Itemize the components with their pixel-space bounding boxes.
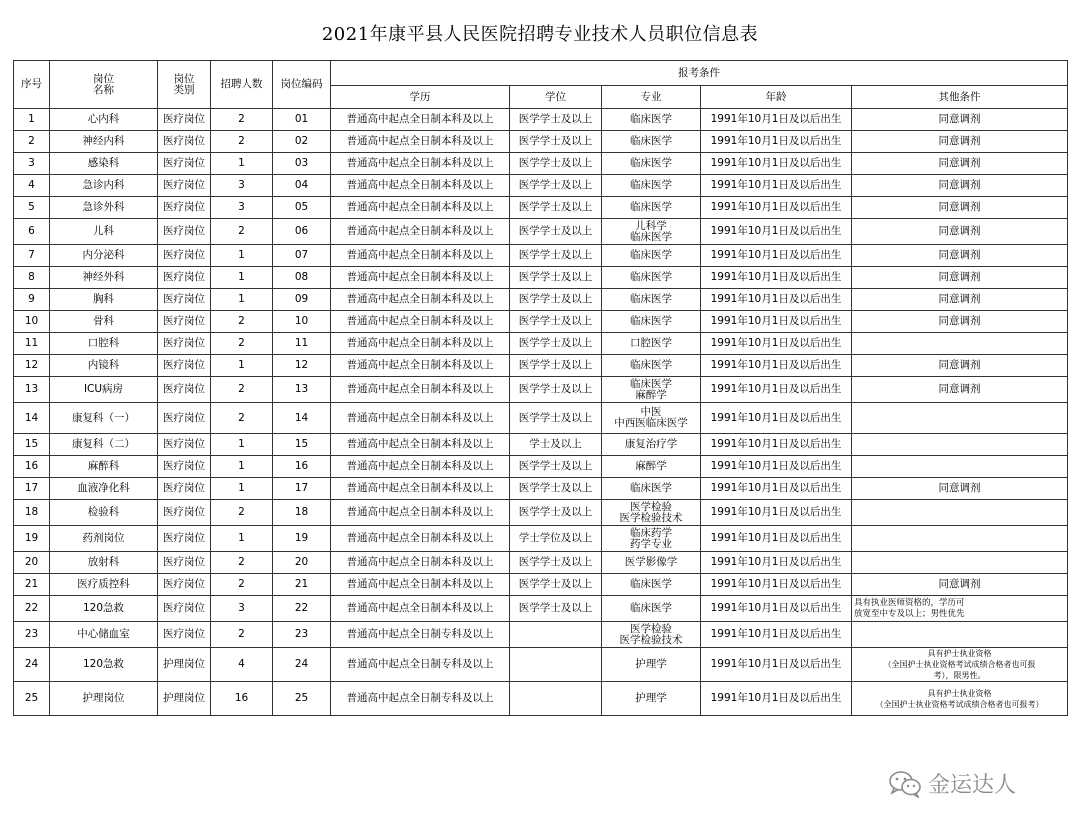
cell-degree: 医学学士及以上 [510, 131, 602, 153]
cell-seq: 17 [14, 478, 50, 500]
cell-age: 1991年10月1日及以后出生 [701, 153, 852, 175]
table-row [14, 131, 1068, 153]
cell-position-category: 医疗岗位 [158, 311, 211, 333]
cell-major: 临床医学 [602, 267, 701, 289]
cell-position-name: 120急救 [50, 648, 158, 682]
cell-age: 1991年10月1日及以后出生 [701, 175, 852, 197]
table-row [14, 333, 1068, 355]
cell-other-conditions: 同意调剂 [852, 197, 1068, 219]
cell-position-name: 120急救 [50, 596, 158, 622]
cell-seq: 15 [14, 434, 50, 456]
cell-position-code: 17 [273, 478, 331, 500]
table-row [14, 596, 1068, 622]
cell-education: 普通高中起点全日制本科及以上 [331, 456, 510, 478]
cell-position-name: 急诊内科 [50, 175, 158, 197]
cell-age: 1991年10月1日及以后出生 [701, 219, 852, 245]
cell-degree: 医学学士及以上 [510, 552, 602, 574]
cell-other-conditions [852, 552, 1068, 574]
cell-other-conditions: 同意调剂 [852, 131, 1068, 153]
wechat-icon [888, 770, 922, 798]
cell-position-category: 医疗岗位 [158, 197, 211, 219]
cell-education: 普通高中起点全日制本科及以上 [331, 153, 510, 175]
cell-age: 1991年10月1日及以后出生 [701, 552, 852, 574]
cell-position-name: 儿科 [50, 219, 158, 245]
cell-age: 1991年10月1日及以后出生 [701, 131, 852, 153]
table-row [14, 153, 1068, 175]
cell-education: 普通高中起点全日制本科及以上 [331, 175, 510, 197]
cell-degree: 医学学士及以上 [510, 311, 602, 333]
cell-seq: 8 [14, 267, 50, 289]
table-row [14, 109, 1068, 131]
cell-position-code: 11 [273, 333, 331, 355]
cell-recruit-count: 3 [211, 596, 273, 622]
cell-education: 普通高中起点全日制本科及以上 [331, 377, 510, 403]
header-conditions: 报考条件 [331, 61, 1068, 86]
cell-other-conditions [852, 526, 1068, 552]
cell-major: 麻醉学 [602, 456, 701, 478]
cell-position-category: 医疗岗位 [158, 153, 211, 175]
cell-other-conditions: 同意调剂 [852, 289, 1068, 311]
cell-age: 1991年10月1日及以后出生 [701, 289, 852, 311]
header-education: 学历 [331, 86, 510, 109]
cell-seq: 5 [14, 197, 50, 219]
cell-degree: 医学学士及以上 [510, 596, 602, 622]
cell-position-name: 医疗质控科 [50, 574, 158, 596]
cell-age: 1991年10月1日及以后出生 [701, 377, 852, 403]
cell-seq: 24 [14, 648, 50, 682]
cell-position-code: 01 [273, 109, 331, 131]
cell-position-category: 医疗岗位 [158, 552, 211, 574]
cell-position-category: 医疗岗位 [158, 434, 211, 456]
cell-recruit-count: 2 [211, 622, 273, 648]
cell-degree [510, 682, 602, 716]
cell-other-conditions: 同意调剂 [852, 153, 1068, 175]
cell-degree: 医学学士及以上 [510, 245, 602, 267]
cell-degree: 医学学士及以上 [510, 175, 602, 197]
cell-position-name: 胸科 [50, 289, 158, 311]
cell-other-conditions: 同意调剂 [852, 267, 1068, 289]
table-row [14, 311, 1068, 333]
cell-education: 普通高中起点全日制本科及以上 [331, 267, 510, 289]
cell-education: 普通高中起点全日制本科及以上 [331, 333, 510, 355]
cell-degree: 医学学士及以上 [510, 478, 602, 500]
cell-seq: 22 [14, 596, 50, 622]
cell-recruit-count: 1 [211, 267, 273, 289]
cell-major: 临床医学 [602, 131, 701, 153]
cell-position-name: 骨科 [50, 311, 158, 333]
cell-major: 临床医学 [602, 311, 701, 333]
cell-other-conditions [852, 333, 1068, 355]
cell-education: 普通高中起点全日制本科及以上 [331, 311, 510, 333]
cell-seq: 19 [14, 526, 50, 552]
cell-age: 1991年10月1日及以后出生 [701, 434, 852, 456]
cell-position-category: 医疗岗位 [158, 289, 211, 311]
cell-position-code: 05 [273, 197, 331, 219]
cell-position-code: 10 [273, 311, 331, 333]
cell-position-code: 14 [273, 403, 331, 434]
cell-position-name: 内镜科 [50, 355, 158, 377]
cell-position-category: 医疗岗位 [158, 245, 211, 267]
cell-major: 临床医学 [602, 596, 701, 622]
cell-position-code: 08 [273, 267, 331, 289]
cell-position-code: 16 [273, 456, 331, 478]
cell-position-code: 24 [273, 648, 331, 682]
cell-age: 1991年10月1日及以后出生 [701, 355, 852, 377]
cell-education: 普通高中起点全日制本科及以上 [331, 245, 510, 267]
cell-seq: 1 [14, 109, 50, 131]
cell-other-conditions [852, 434, 1068, 456]
cell-major: 临床医学 [602, 175, 701, 197]
table-row [14, 219, 1068, 245]
table-row [14, 267, 1068, 289]
cell-position-category: 医疗岗位 [158, 355, 211, 377]
cell-other-conditions [852, 500, 1068, 526]
cell-seq: 16 [14, 456, 50, 478]
cell-major: 护理学 [602, 682, 701, 716]
cell-age: 1991年10月1日及以后出生 [701, 478, 852, 500]
cell-position-name: 神经内科 [50, 131, 158, 153]
cell-age: 1991年10月1日及以后出生 [701, 648, 852, 682]
cell-recruit-count: 3 [211, 175, 273, 197]
cell-other-conditions: 同意调剂 [852, 574, 1068, 596]
cell-recruit-count: 2 [211, 311, 273, 333]
cell-position-category: 医疗岗位 [158, 574, 211, 596]
table-row [14, 574, 1068, 596]
cell-position-name: 放射科 [50, 552, 158, 574]
cell-major: 医学影像学 [602, 552, 701, 574]
cell-other-conditions: 同意调剂 [852, 311, 1068, 333]
cell-position-category: 医疗岗位 [158, 333, 211, 355]
cell-education: 普通高中起点全日制本科及以上 [331, 500, 510, 526]
cell-education: 普通高中起点全日制本科及以上 [331, 289, 510, 311]
cell-age: 1991年10月1日及以后出生 [701, 500, 852, 526]
cell-seq: 3 [14, 153, 50, 175]
cell-degree: 医学学士及以上 [510, 333, 602, 355]
cell-degree: 医学学士及以上 [510, 219, 602, 245]
cell-position-name: 心内科 [50, 109, 158, 131]
cell-degree: 医学学士及以上 [510, 574, 602, 596]
cell-position-code: 21 [273, 574, 331, 596]
cell-position-name: 药剂岗位 [50, 526, 158, 552]
cell-other-conditions: 同意调剂 [852, 478, 1068, 500]
cell-position-code: 06 [273, 219, 331, 245]
cell-major: 临床医学 [602, 153, 701, 175]
cell-degree: 医学学士及以上 [510, 377, 602, 403]
cell-seq: 23 [14, 622, 50, 648]
cell-age: 1991年10月1日及以后出生 [701, 109, 852, 131]
cell-major: 中医 中西医临床医学 [602, 403, 701, 434]
cell-position-code: 07 [273, 245, 331, 267]
cell-seq: 13 [14, 377, 50, 403]
cell-position-category: 医疗岗位 [158, 267, 211, 289]
cell-education: 普通高中起点全日制专科及以上 [331, 682, 510, 716]
table-row [14, 175, 1068, 197]
cell-major: 护理学 [602, 648, 701, 682]
cell-education: 普通高中起点全日制本科及以上 [331, 596, 510, 622]
header-seq: 序号 [14, 61, 50, 109]
cell-degree: 医学学士及以上 [510, 267, 602, 289]
cell-position-code: 04 [273, 175, 331, 197]
cell-age: 1991年10月1日及以后出生 [701, 682, 852, 716]
cell-other-conditions: 具有护士执业资格 （全国护士执业资格考试成绩合格者也可报考） [852, 682, 1068, 716]
cell-other-conditions: 同意调剂 [852, 219, 1068, 245]
cell-major: 康复治疗学 [602, 434, 701, 456]
cell-education: 普通高中起点全日制本科及以上 [331, 355, 510, 377]
table-row [14, 500, 1068, 526]
cell-other-conditions: 同意调剂 [852, 355, 1068, 377]
cell-major: 临床医学 [602, 478, 701, 500]
cell-position-code: 02 [273, 131, 331, 153]
cell-seq: 18 [14, 500, 50, 526]
cell-major: 临床医学 麻醉学 [602, 377, 701, 403]
cell-education: 普通高中起点全日制本科及以上 [331, 552, 510, 574]
cell-position-name: ICU病房 [50, 377, 158, 403]
table-body [14, 109, 1068, 716]
table-row [14, 648, 1068, 682]
cell-position-name: 康复科（二） [50, 434, 158, 456]
cell-recruit-count: 2 [211, 574, 273, 596]
cell-other-conditions: 同意调剂 [852, 377, 1068, 403]
header-position-category: 岗位 类别 [158, 61, 211, 109]
cell-position-category: 医疗岗位 [158, 403, 211, 434]
cell-degree: 医学学士及以上 [510, 197, 602, 219]
cell-education: 普通高中起点全日制本科及以上 [331, 109, 510, 131]
cell-recruit-count: 1 [211, 456, 273, 478]
cell-position-name: 口腔科 [50, 333, 158, 355]
cell-recruit-count: 2 [211, 109, 273, 131]
cell-education: 普通高中起点全日制专科及以上 [331, 622, 510, 648]
cell-position-category: 护理岗位 [158, 682, 211, 716]
cell-position-category: 医疗岗位 [158, 131, 211, 153]
cell-degree: 医学学士及以上 [510, 355, 602, 377]
cell-position-code: 25 [273, 682, 331, 716]
watermark-text: 金运达人 [928, 773, 1017, 798]
cell-recruit-count: 2 [211, 333, 273, 355]
cell-major: 医学检验 医学检验技术 [602, 500, 701, 526]
cell-major: 临床医学 [602, 245, 701, 267]
cell-recruit-count: 1 [211, 355, 273, 377]
header-major: 专业 [602, 86, 701, 109]
table-row [14, 478, 1068, 500]
cell-seq: 11 [14, 333, 50, 355]
cell-age: 1991年10月1日及以后出生 [701, 311, 852, 333]
cell-age: 1991年10月1日及以后出生 [701, 267, 852, 289]
cell-position-code: 20 [273, 552, 331, 574]
table-row [14, 456, 1068, 478]
header-other-conditions: 其他条件 [852, 86, 1068, 109]
cell-recruit-count: 2 [211, 552, 273, 574]
cell-other-conditions: 具有执业医师资格的，学历可 放宽至中专及以上；男性优先 [852, 596, 1068, 622]
header-position-code: 岗位编码 [273, 61, 331, 109]
table-row [14, 682, 1068, 716]
cell-position-name: 神经外科 [50, 267, 158, 289]
cell-major: 临床医学 [602, 355, 701, 377]
cell-other-conditions: 同意调剂 [852, 245, 1068, 267]
cell-major: 口腔医学 [602, 333, 701, 355]
cell-age: 1991年10月1日及以后出生 [701, 245, 852, 267]
cell-recruit-count: 2 [211, 377, 273, 403]
cell-education: 普通高中起点全日制本科及以上 [331, 403, 510, 434]
position-table [13, 60, 1068, 716]
cell-seq: 2 [14, 131, 50, 153]
cell-recruit-count: 1 [211, 153, 273, 175]
table-row [14, 552, 1068, 574]
cell-degree: 医学学士及以上 [510, 403, 602, 434]
cell-seq: 14 [14, 403, 50, 434]
cell-age: 1991年10月1日及以后出生 [701, 333, 852, 355]
cell-recruit-count: 1 [211, 434, 273, 456]
cell-age: 1991年10月1日及以后出生 [701, 622, 852, 648]
page-title: 2021年康平县人民医院招聘专业技术人员职位信息表 [321, 24, 759, 45]
cell-major: 儿科学 临床医学 [602, 219, 701, 245]
cell-position-code: 09 [273, 289, 331, 311]
cell-position-code: 23 [273, 622, 331, 648]
cell-degree: 医学学士及以上 [510, 109, 602, 131]
cell-age: 1991年10月1日及以后出生 [701, 197, 852, 219]
cell-seq: 25 [14, 682, 50, 716]
cell-degree: 学士学位及以上 [510, 526, 602, 552]
cell-other-conditions [852, 403, 1068, 434]
cell-position-name: 血液净化科 [50, 478, 158, 500]
cell-recruit-count: 4 [211, 648, 273, 682]
cell-seq: 12 [14, 355, 50, 377]
cell-position-name: 麻醉科 [50, 456, 158, 478]
cell-major: 临床医学 [602, 289, 701, 311]
table-row [14, 403, 1068, 434]
cell-education: 普通高中起点全日制本科及以上 [331, 131, 510, 153]
cell-position-category: 医疗岗位 [158, 377, 211, 403]
cell-position-category: 医疗岗位 [158, 526, 211, 552]
cell-age: 1991年10月1日及以后出生 [701, 403, 852, 434]
cell-degree: 医学学士及以上 [510, 153, 602, 175]
cell-major: 临床药学 药学专业 [602, 526, 701, 552]
cell-recruit-count: 3 [211, 197, 273, 219]
cell-position-code: 19 [273, 526, 331, 552]
cell-position-name: 康复科（一） [50, 403, 158, 434]
cell-position-name: 中心储血室 [50, 622, 158, 648]
cell-education: 普通高中起点全日制本科及以上 [331, 434, 510, 456]
cell-position-category: 医疗岗位 [158, 456, 211, 478]
table-row [14, 526, 1068, 552]
table-row [14, 622, 1068, 648]
cell-position-category: 医疗岗位 [158, 596, 211, 622]
cell-major: 临床医学 [602, 574, 701, 596]
cell-position-category: 医疗岗位 [158, 219, 211, 245]
cell-position-name: 内分泌科 [50, 245, 158, 267]
cell-major: 临床医学 [602, 197, 701, 219]
cell-major: 医学检验 医学检验技术 [602, 622, 701, 648]
cell-seq: 20 [14, 552, 50, 574]
cell-seq: 9 [14, 289, 50, 311]
cell-position-name: 检验科 [50, 500, 158, 526]
cell-other-conditions [852, 622, 1068, 648]
cell-position-name: 护理岗位 [50, 682, 158, 716]
cell-position-code: 13 [273, 377, 331, 403]
header-age: 年龄 [701, 86, 852, 109]
watermark [888, 768, 1016, 799]
table-row [14, 355, 1068, 377]
cell-seq: 6 [14, 219, 50, 245]
cell-degree: 医学学士及以上 [510, 289, 602, 311]
header-position-name: 岗位 名称 [50, 61, 158, 109]
cell-education: 普通高中起点全日制本科及以上 [331, 526, 510, 552]
cell-position-category: 医疗岗位 [158, 175, 211, 197]
cell-recruit-count: 2 [211, 219, 273, 245]
table-row [14, 434, 1068, 456]
table-row [14, 245, 1068, 267]
cell-degree [510, 622, 602, 648]
cell-position-category: 医疗岗位 [158, 109, 211, 131]
cell-education: 普通高中起点全日制本科及以上 [331, 219, 510, 245]
cell-recruit-count: 2 [211, 500, 273, 526]
cell-seq: 21 [14, 574, 50, 596]
cell-recruit-count: 1 [211, 526, 273, 552]
cell-age: 1991年10月1日及以后出生 [701, 526, 852, 552]
cell-position-code: 22 [273, 596, 331, 622]
cell-position-code: 03 [273, 153, 331, 175]
cell-position-name: 急诊外科 [50, 197, 158, 219]
cell-degree: 医学学士及以上 [510, 456, 602, 478]
cell-education: 普通高中起点全日制本科及以上 [331, 478, 510, 500]
table-row [14, 377, 1068, 403]
cell-degree: 学士及以上 [510, 434, 602, 456]
cell-age: 1991年10月1日及以后出生 [701, 574, 852, 596]
cell-seq: 7 [14, 245, 50, 267]
cell-recruit-count: 1 [211, 289, 273, 311]
header-recruit-count: 招聘人数 [211, 61, 273, 109]
cell-recruit-count: 16 [211, 682, 273, 716]
cell-other-conditions: 具有护士执业资格 （全国护士执业资格考试成绩合格者也可报 考），限男性。 [852, 648, 1068, 682]
table-row [14, 289, 1068, 311]
cell-major: 临床医学 [602, 109, 701, 131]
cell-seq: 10 [14, 311, 50, 333]
cell-recruit-count: 1 [211, 245, 273, 267]
cell-position-category: 护理岗位 [158, 648, 211, 682]
cell-position-code: 12 [273, 355, 331, 377]
cell-position-category: 医疗岗位 [158, 478, 211, 500]
cell-recruit-count: 1 [211, 478, 273, 500]
header-degree: 学位 [510, 86, 602, 109]
cell-recruit-count: 2 [211, 131, 273, 153]
table-row [14, 197, 1068, 219]
cell-education: 普通高中起点全日制本科及以上 [331, 197, 510, 219]
cell-age: 1991年10月1日及以后出生 [701, 456, 852, 478]
cell-education: 普通高中起点全日制专科及以上 [331, 648, 510, 682]
cell-recruit-count: 2 [211, 403, 273, 434]
cell-age: 1991年10月1日及以后出生 [701, 596, 852, 622]
cell-degree [510, 648, 602, 682]
cell-position-category: 医疗岗位 [158, 500, 211, 526]
cell-seq: 4 [14, 175, 50, 197]
cell-other-conditions: 同意调剂 [852, 109, 1068, 131]
cell-degree: 医学学士及以上 [510, 500, 602, 526]
cell-other-conditions: 同意调剂 [852, 175, 1068, 197]
cell-position-code: 18 [273, 500, 331, 526]
cell-other-conditions [852, 456, 1068, 478]
cell-position-category: 医疗岗位 [158, 622, 211, 648]
cell-position-name: 感染科 [50, 153, 158, 175]
cell-position-code: 15 [273, 434, 331, 456]
cell-education: 普通高中起点全日制本科及以上 [331, 574, 510, 596]
